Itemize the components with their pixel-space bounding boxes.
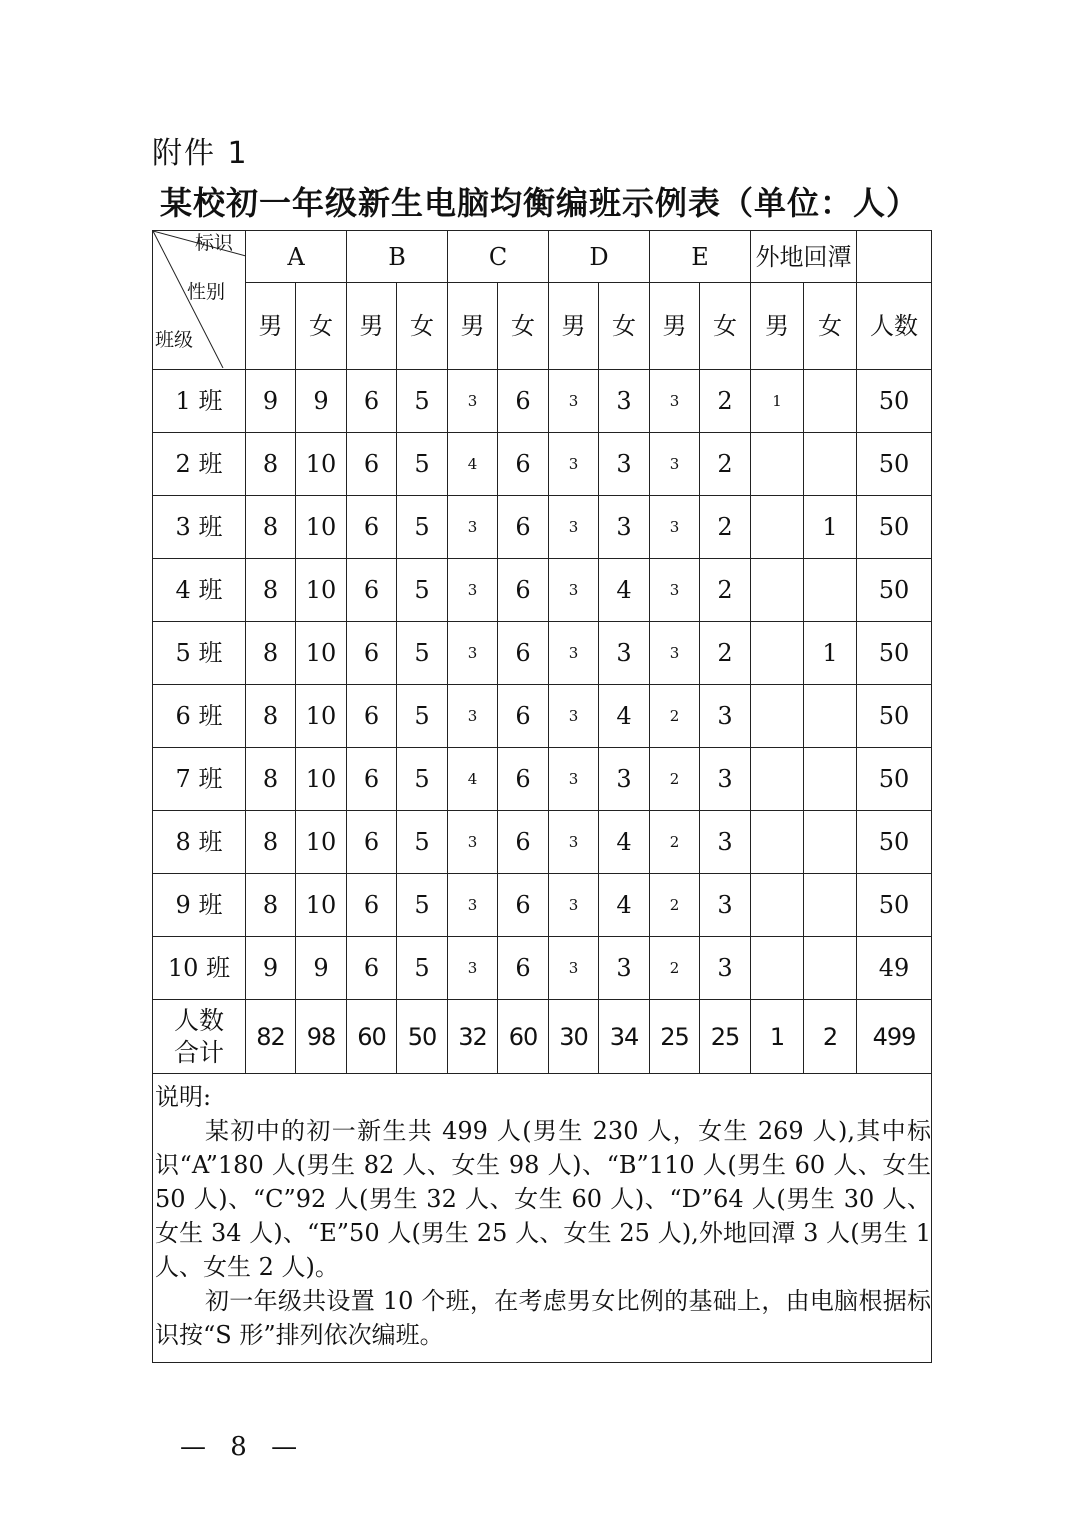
table-cell: 2 — [700, 622, 751, 685]
sum-row — [153, 1000, 932, 1074]
table-cell: 5 — [397, 937, 448, 1000]
table-cell: 3 — [549, 559, 599, 622]
gender-header-female: 女 — [804, 283, 857, 370]
table-cell: 8 — [246, 559, 296, 622]
group-header-returnees: 外地回潭 — [751, 231, 857, 283]
table-cell: 5 — [397, 622, 448, 685]
table-cell: 8 — [246, 433, 296, 496]
notes-paragraph-2: 初一年级共设置 10 个班，在考虑男女比例的基础上，由电脑根据标识按“S 形”排列依次编班。 — [155, 1287, 932, 1349]
row-total: 50 — [857, 685, 932, 748]
table-cell — [804, 937, 857, 1000]
table-cell: 1 — [804, 496, 857, 559]
table-cell: 10 — [296, 559, 347, 622]
sum-cell: 25 — [650, 1000, 700, 1074]
gender-header-male: 男 — [650, 283, 700, 370]
table-cell: 8 — [246, 622, 296, 685]
table-cell: 3 — [650, 370, 700, 433]
table-cell — [751, 685, 804, 748]
table-cell — [751, 622, 804, 685]
table-cell: 3 — [549, 433, 599, 496]
table-cell: 3 — [549, 811, 599, 874]
table-row — [153, 370, 932, 433]
row-total: 49 — [857, 937, 932, 1000]
table-row — [153, 496, 932, 559]
sum-label-line2: 合计 — [173, 1037, 224, 1067]
table-cell: 3 — [448, 622, 498, 685]
table-cell: 6 — [347, 874, 397, 937]
table-cell: 5 — [397, 496, 448, 559]
table-cell — [751, 559, 804, 622]
table-cell: 3 — [448, 370, 498, 433]
table-cell: 6 — [498, 874, 549, 937]
table-cell: 3 — [448, 874, 498, 937]
group-header-a: A — [246, 231, 347, 283]
table-cell: 8 — [246, 811, 296, 874]
table-cell: 2 — [700, 370, 751, 433]
table-row — [153, 433, 932, 496]
table-cell: 6 — [498, 496, 549, 559]
table-cell: 3 — [650, 433, 700, 496]
row-total: 50 — [857, 496, 932, 559]
table-cell: 1 — [751, 370, 804, 433]
class-label: 3 班 — [153, 496, 246, 559]
corner-header — [153, 231, 246, 370]
table-row — [153, 937, 932, 1000]
table-cell: 6 — [347, 811, 397, 874]
class-label: 10 班 — [153, 937, 246, 1000]
table-cell: 6 — [498, 748, 549, 811]
table-cell — [751, 811, 804, 874]
table-cell — [751, 433, 804, 496]
table-cell: 8 — [246, 685, 296, 748]
table-cell: 2 — [650, 685, 700, 748]
table-cell: 2 — [650, 811, 700, 874]
table-cell: 6 — [498, 433, 549, 496]
gender-header-female: 女 — [498, 283, 549, 370]
gender-header-male: 男 — [549, 283, 599, 370]
table-cell: 4 — [599, 811, 650, 874]
row-total: 50 — [857, 433, 932, 496]
table-cell — [804, 433, 857, 496]
table-cell: 3 — [650, 622, 700, 685]
table-cell: 3 — [700, 937, 751, 1000]
table-cell: 4 — [448, 433, 498, 496]
corner-label-gender: 性别 — [187, 281, 226, 303]
table-row — [153, 811, 932, 874]
sum-cell: 2 — [804, 1000, 857, 1074]
table-cell: 3 — [549, 937, 599, 1000]
gender-header-female: 女 — [397, 283, 448, 370]
class-label: 8 班 — [153, 811, 246, 874]
table-cell: 10 — [296, 622, 347, 685]
table-cell: 3 — [549, 370, 599, 433]
table-cell: 3 — [448, 937, 498, 1000]
table-cell: 9 — [296, 370, 347, 433]
corner-label-class: 班级 — [155, 329, 194, 351]
table-cell: 3 — [448, 559, 498, 622]
table-cell: 6 — [498, 622, 549, 685]
total-header: 人数 — [857, 283, 932, 370]
gender-header-female: 女 — [296, 283, 347, 370]
sum-cell: 34 — [599, 1000, 650, 1074]
table-cell: 2 — [700, 559, 751, 622]
table-cell: 5 — [397, 433, 448, 496]
table-cell: 4 — [599, 685, 650, 748]
row-total: 50 — [857, 559, 932, 622]
table-cell: 5 — [397, 748, 448, 811]
header-empty-cell — [857, 231, 932, 283]
gender-header-male: 男 — [751, 283, 804, 370]
table-cell — [751, 874, 804, 937]
table-cell: 5 — [397, 811, 448, 874]
table-cell: 6 — [498, 937, 549, 1000]
table-row — [153, 622, 932, 685]
table-cell: 8 — [246, 496, 296, 559]
table-cell: 2 — [700, 496, 751, 559]
sum-cell: 32 — [448, 1000, 498, 1074]
attachment-label: 附件 1 — [152, 136, 249, 171]
document-title: 某校初一年级新生电脑均衡编班示例表（单位：人） — [160, 184, 920, 222]
group-header-c: C — [448, 231, 549, 283]
table-cell: 3 — [700, 685, 751, 748]
sum-cell: 1 — [751, 1000, 804, 1074]
table-cell — [751, 937, 804, 1000]
table-cell: 3 — [599, 622, 650, 685]
class-label: 6 班 — [153, 685, 246, 748]
table-cell: 6 — [498, 370, 549, 433]
table-cell: 10 — [296, 496, 347, 559]
table-cell: 9 — [246, 937, 296, 1000]
table-cell: 2 — [650, 937, 700, 1000]
table-cell: 6 — [498, 685, 549, 748]
table-cell: 2 — [650, 874, 700, 937]
sum-cell: 25 — [700, 1000, 751, 1074]
sum-total: 499 — [857, 1000, 932, 1074]
class-label: 1 班 — [153, 370, 246, 433]
table-cell: 10 — [296, 748, 347, 811]
gender-header-male: 男 — [347, 283, 397, 370]
table-cell: 5 — [397, 874, 448, 937]
table-cell — [804, 874, 857, 937]
table-cell: 3 — [700, 811, 751, 874]
group-header-d: D — [549, 231, 650, 283]
table-cell: 6 — [347, 622, 397, 685]
table-cell: 10 — [296, 874, 347, 937]
group-header-e: E — [650, 231, 751, 283]
sum-cell: 30 — [549, 1000, 599, 1074]
table-cell: 10 — [296, 433, 347, 496]
class-allocation-table — [152, 230, 932, 1363]
sum-cell: 82 — [246, 1000, 296, 1074]
sum-cell: 60 — [347, 1000, 397, 1074]
class-label: 7 班 — [153, 748, 246, 811]
table-cell: 3 — [448, 811, 498, 874]
table-cell — [804, 559, 857, 622]
table-cell: 3 — [549, 622, 599, 685]
table-cell: 3 — [599, 370, 650, 433]
page-number: — 8 — — [180, 1432, 306, 1462]
table-cell: 6 — [347, 559, 397, 622]
table-cell: 3 — [599, 496, 650, 559]
table-cell: 4 — [599, 874, 650, 937]
table-cell — [804, 811, 857, 874]
table-row — [153, 748, 932, 811]
corner-label-marker: 标识 — [195, 232, 234, 254]
row-total: 50 — [857, 748, 932, 811]
notes-heading: 说明: — [155, 1083, 212, 1111]
gender-header-male: 男 — [448, 283, 498, 370]
table-cell: 3 — [650, 559, 700, 622]
table-cell: 3 — [700, 874, 751, 937]
table-row — [153, 559, 932, 622]
table-cell: 8 — [246, 874, 296, 937]
table-cell: 6 — [498, 559, 549, 622]
gender-header-female: 女 — [700, 283, 751, 370]
table-cell: 6 — [347, 496, 397, 559]
table-cell: 3 — [448, 496, 498, 559]
table-cell — [804, 748, 857, 811]
table-cell — [751, 496, 804, 559]
table-cell: 6 — [347, 685, 397, 748]
table-cell: 6 — [347, 937, 397, 1000]
table-body — [153, 370, 932, 1000]
row-total: 50 — [857, 811, 932, 874]
table-cell: 2 — [650, 748, 700, 811]
table-cell: 6 — [347, 370, 397, 433]
gender-header-male: 男 — [246, 283, 296, 370]
table-cell: 6 — [347, 433, 397, 496]
class-label: 9 班 — [153, 874, 246, 937]
table-cell: 3 — [549, 748, 599, 811]
table-cell: 3 — [549, 685, 599, 748]
table-cell: 5 — [397, 685, 448, 748]
table-cell: 6 — [498, 811, 549, 874]
class-label: 2 班 — [153, 433, 246, 496]
sum-cell: 98 — [296, 1000, 347, 1074]
table-cell: 3 — [448, 685, 498, 748]
table-cell: 3 — [700, 748, 751, 811]
sum-cell: 50 — [397, 1000, 448, 1074]
table-cell: 3 — [549, 874, 599, 937]
group-header-b: B — [347, 231, 448, 283]
table-cell: 9 — [246, 370, 296, 433]
notes-cell — [153, 1074, 932, 1363]
table-cell: 3 — [599, 433, 650, 496]
row-total: 50 — [857, 874, 932, 937]
table-cell: 8 — [246, 748, 296, 811]
notes-paragraph-1: 某初中的初一新生共 499 人(男生 230 人，女生 269 人),其中标识“A”180 人(男生 82 人、女生 98 人)、“B”110 人(男生 60 人、女生 50 人)、“C”92 人(男生 32 人、女生 60 人)、“D”64 人(男生 30 人、女生 34 人)、“E”50 人(男生 25 人、女生 25 人),外地回潭 3 人(男生 1 人、女生 2 人)。 — [155, 1117, 932, 1281]
table-cell: 3 — [599, 937, 650, 1000]
table-cell: 5 — [397, 559, 448, 622]
table-cell: 4 — [599, 559, 650, 622]
table-cell: 1 — [804, 622, 857, 685]
gender-header-female: 女 — [599, 283, 650, 370]
table-cell: 3 — [650, 496, 700, 559]
table-cell: 3 — [599, 748, 650, 811]
table-cell: 9 — [296, 937, 347, 1000]
table-cell: 2 — [700, 433, 751, 496]
row-total: 50 — [857, 622, 932, 685]
table-cell: 10 — [296, 811, 347, 874]
table-cell: 10 — [296, 685, 347, 748]
table-row — [153, 874, 932, 937]
table-cell: 5 — [397, 370, 448, 433]
table-cell: 3 — [549, 496, 599, 559]
row-total: 50 — [857, 370, 932, 433]
table-row — [153, 685, 932, 748]
table-cell: 6 — [347, 748, 397, 811]
table-cell — [804, 685, 857, 748]
sum-label-line1: 人数 — [173, 1006, 224, 1036]
table-cell — [751, 748, 804, 811]
table-cell: 4 — [448, 748, 498, 811]
sum-cell: 60 — [498, 1000, 549, 1074]
class-label: 4 班 — [153, 559, 246, 622]
sum-row-label — [153, 1000, 246, 1074]
table-cell — [804, 370, 857, 433]
class-label: 5 班 — [153, 622, 246, 685]
